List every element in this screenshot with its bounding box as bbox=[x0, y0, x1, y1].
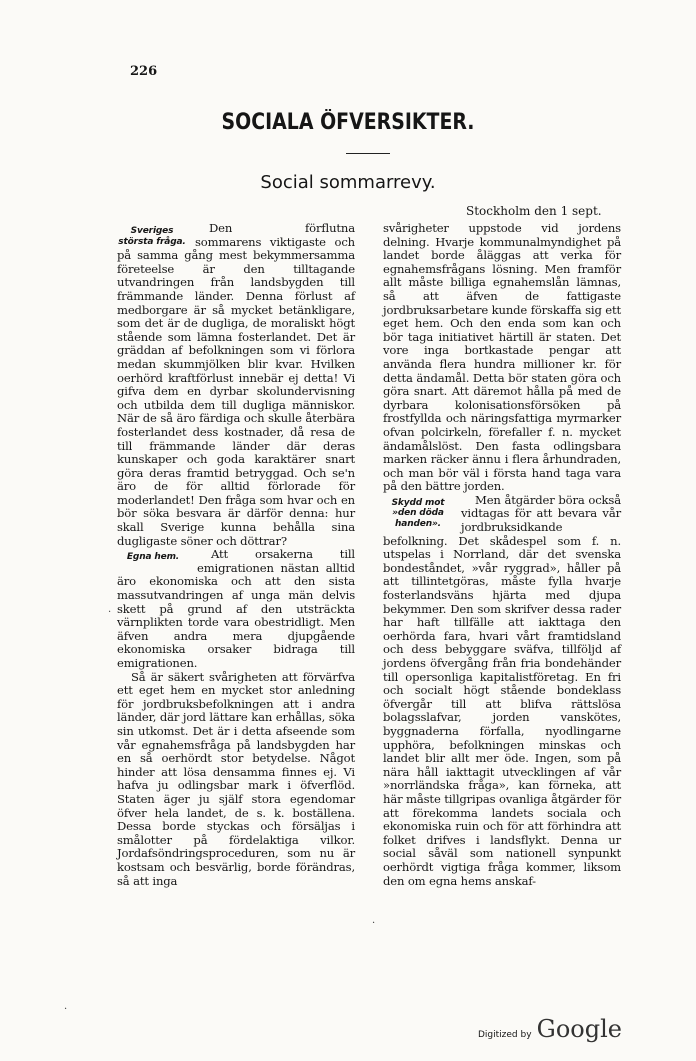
paragraph-own-home: Så är säkert svårigheten att förvärfva ett eget hem en mycket stor anledning för jordbruksbefolkningen att i andra länder, där jord lättare kan erhållas, söka sin utkomst. Det är i detta afseende som vår egnahemsfråga på landsbygden har en så oerhördt stor betydelse. Något hinder att lösa densamma finnes ej. Vi hafva ju odlingsbar mark i öfverflöd. Staten äger ju själf stora egendomar öfver hela landet, de s. k. boställena. Dessa borde styckas och försäljas i smålotter på fördelaktiga vilkor. Jordafsöndringsproceduren, som nu är kostsam och besvärlig, borde förändras, så att inga bbox=[117, 669, 355, 888]
marginal-note-skydd: Skydd mot »den döda handen». bbox=[391, 497, 445, 529]
marginal-note-sveriges: Sveriges största fråga. bbox=[118, 226, 186, 247]
paragraph-emigration: Den förflutna sommarens viktigaste och på samma gång mest bekymmersamma företeelse är den tilltagande utvandringen från landsbygden till främmande länder. Denna förlust af medborgare är så mycket betänkligare, som det är de dugliga, de moraliskt högt stående som lämna fosterlandet. Det är gräddan af befolkningen som vi förlora medan skummjölken blir kvar. Hvilken oerhörd kraftförlust innebär ej detta! Vi gifva dem en dyrbar skolundervisning och utbilda dem till dugliga människor. När de så äro färdiga och skulle återbära fosterlandet dess kostnader, då resa de till främmande länder där deras kunskaper och goda karaktärer snart göra deras framtid betryggad. Och se'n äro de för alltid förlorade för moderlandet! Den fråga som hvar och en bör söka besvara är därför denna: hur skall Sverige kunna behålla sina dugligaste söner och döttrar? bbox=[117, 221, 355, 548]
margin-mark-right: · bbox=[372, 918, 376, 929]
marginal-note-egna-hem: Egna hem. bbox=[126, 552, 180, 563]
digitized-by-google bbox=[478, 1015, 622, 1043]
google-logo: Google bbox=[536, 1015, 622, 1043]
page-number: 226 bbox=[130, 64, 158, 79]
section-title: Social sommarrevy. bbox=[260, 172, 436, 193]
paragraph-norrland: Men åtgärder böra också vidtagas för att bevara vår jordbruksidkande befolkning. Det skådespel som f. n. utspelas i Norrland, där det svenska bondeståndet, »vår ryggrad», håller på att tillintetgöras, måste fylla hvarje fosterlandsväns hjärta med djupa bekymmer. Den som skrifver dessa rader har haft tillfälle att iakttaga den oerhörda fara, hvari vårt framtidsland och dess bebyggare sväfva, tillföljd af jordens öfvergång från fria bondehänder till opersonliga kapitalistföretag. En fri och socialt högt stående bondeklass öfvergår till att blifva rättslösa bolagsslafvar, jorden vanskötes, byggnaderna förfalla, nyodlingarne upphöra, befolkningen minskas och landet blir allt mer öde. Ingen, som på nära håll iakttagit utvecklingen af vår »norrländska fråga», kan förneka, att här måste tillgripas ovanliga åtgärder för att förekomma landets sociala och ekonomiska ruin och för att förhindra att folket drifves i landsflykt. Denna ur social såväl som nationell synpunkt oerhördt vigtiga fråga kommer, liksom den om egna hems anskaf- bbox=[383, 492, 621, 888]
left-column bbox=[117, 222, 355, 888]
digitized-label: Digitized by bbox=[478, 1030, 532, 1040]
margin-mark-bottom: · bbox=[64, 1004, 68, 1015]
right-column bbox=[383, 222, 621, 888]
paragraph-continuation: svårigheter uppstode vid jordens delning. Hvarje kommunalmyndighet på landet borde åläggas att verka för egnahemsfrågans lösning. Men framför allt måste billiga egnahemslån lämnas, så att äfven de fattigaste jordbruksarbetare kunde förskaffa sig ett eget hem. Och den enda som kan och bör taga initiativet härtill är staten. Det vore inga bortkastade pengar att använda flera hundra millioner kr. för detta ändamål. Detta bör staten göra och göra snart. Att däremot hålla på med de dyrbara kolonisationsförsöken på frostfyllda och näringsfattiga myrmarker ofvan polcirkeln, förefaller f. n. mycket ändamålslöst. Den fasta odlingsbara marken räcker ännu i flera århundraden, och man bör väl i första hand taga vara på den bättre jorden. bbox=[383, 221, 621, 494]
margin-mark-left: . bbox=[108, 604, 112, 615]
paragraph-causes: Att orsakerna till emigrationen nästan alltid äro ekonomiska och att den sista massutvandringen af unga män delvis skett på grund af den utsträckta värnplikten torde vara obestridligt. Men äfven andra mera djupgående ekonomiska orsaker bidraga till emigrationen. bbox=[117, 547, 355, 670]
dateline: Stockholm den 1 sept. bbox=[466, 204, 602, 218]
title-rule bbox=[346, 153, 390, 154]
main-title: SOCIALA ÖFVERSIKTER. bbox=[221, 110, 475, 135]
